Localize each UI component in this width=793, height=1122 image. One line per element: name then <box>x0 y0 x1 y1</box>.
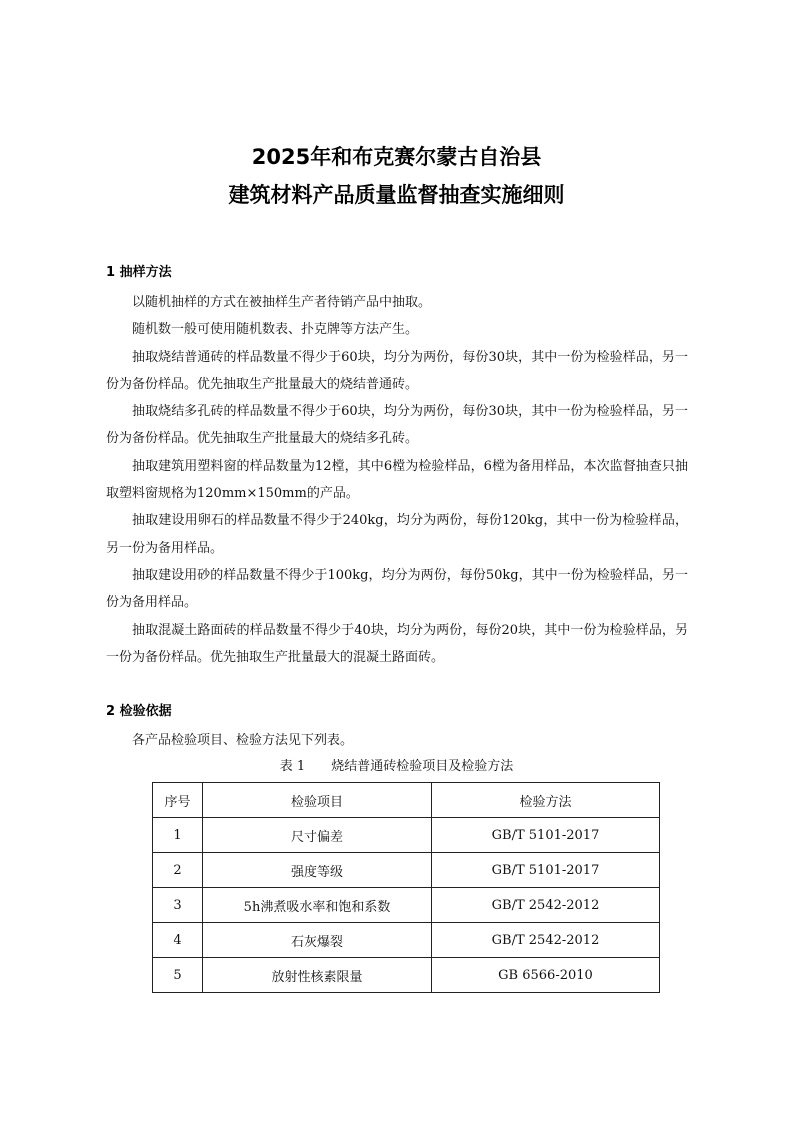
section-1-paragraph-4: 抽取烧结多孔砖的样品数量不得少于60块，均分为两份，每份30块，其中一份为检验样品，另一份为备份样品。优先抽取生产批量最大的烧结多孔砖。 <box>106 404 688 447</box>
cell-method: GB/T 5101-2017 <box>432 853 660 888</box>
table-row <box>153 888 660 923</box>
section-2-intro: 各产品检验项目、检验方法见下列表。 <box>132 733 354 748</box>
cell-serial: 2 <box>153 853 203 888</box>
section-1-paragraph-7: 抽取建设用砂的样品数量不得少于100kg，均分为两份，每份50kg，其中一份为检验样品，另一份为备用样品。 <box>106 567 688 611</box>
cell-item: 强度等级 <box>203 853 432 888</box>
table-row <box>153 923 660 958</box>
section-1-paragraph-2: 随机数一般可使用随机数表、扑克牌等方法产生。 <box>132 322 419 338</box>
inspection-table <box>152 782 660 993</box>
section-2-heading: 2 检验依据 <box>106 704 172 719</box>
cell-serial: 1 <box>153 818 203 853</box>
cell-serial: 5 <box>153 958 203 993</box>
cell-method: GB/T 5101-2017 <box>432 818 660 853</box>
section-1-paragraph-5: 抽取建筑用塑料窗的样品数量为12樘，其中6樘为检验样品，6樘为备用样品，本次监督抽查只抽取塑料窗规格为120mm×150mm的产品。 <box>106 458 688 502</box>
section-1-paragraph-6: 抽取建设用卵石的样品数量不得少于240kg，均分为两份，每份120kg，其中一份为检验样品，另一份为备用样品。 <box>106 513 688 556</box>
table-header-row <box>153 783 660 818</box>
section-1-paragraph-1: 以随机抽样的方式在被抽样生产者待销产品中抽取。 <box>132 295 432 310</box>
table-1-caption-number: 表 1 <box>279 759 306 774</box>
table-1-caption-title: 烧结普通砖检验项目及检验方法 <box>331 759 514 774</box>
cell-serial: 3 <box>153 888 203 923</box>
section-1-heading: 1 抽样方法 <box>106 265 172 280</box>
header-item: 检验项目 <box>203 783 432 818</box>
cell-method: GB 6566-2010 <box>432 958 660 993</box>
table-row <box>153 958 660 993</box>
header-serial: 序号 <box>153 783 203 818</box>
table-row <box>153 853 660 888</box>
section-1-paragraph-8: 抽取混凝土路面砖的样品数量不得少于40块，均分为两份，每份20块，其中一份为检验样品，另一份为备份样品。优先抽取生产批量最大的混凝土路面砖。 <box>106 622 688 665</box>
cell-item: 尺寸偏差 <box>203 818 432 853</box>
header-method: 检验方法 <box>432 783 660 818</box>
table-1-caption <box>0 756 793 778</box>
cell-serial: 4 <box>153 923 203 958</box>
cell-item: 石灰爆裂 <box>203 923 432 958</box>
cell-method: GB/T 2542-2012 <box>432 923 660 958</box>
document-title-line-2: 建筑材料产品质量监督抽查实施细则 <box>228 183 565 207</box>
cell-item: 5h沸煮吸水率和饱和系数 <box>203 888 432 923</box>
document-title-line-1: 2025年和布克赛尔蒙古自治县 <box>251 145 542 169</box>
cell-method: GB/T 2542-2012 <box>432 888 660 923</box>
section-2-body <box>106 727 688 754</box>
table-row <box>153 818 660 853</box>
cell-item: 放射性核素限量 <box>203 958 432 993</box>
section-1-body <box>106 289 688 671</box>
section-1-paragraph-3: 抽取烧结普通砖的样品数量不得少于60块，均分为两份，每份30块，其中一份为检验样品，另一份为备份样品。优先抽取生产批量最大的烧结普通砖。 <box>106 349 688 392</box>
